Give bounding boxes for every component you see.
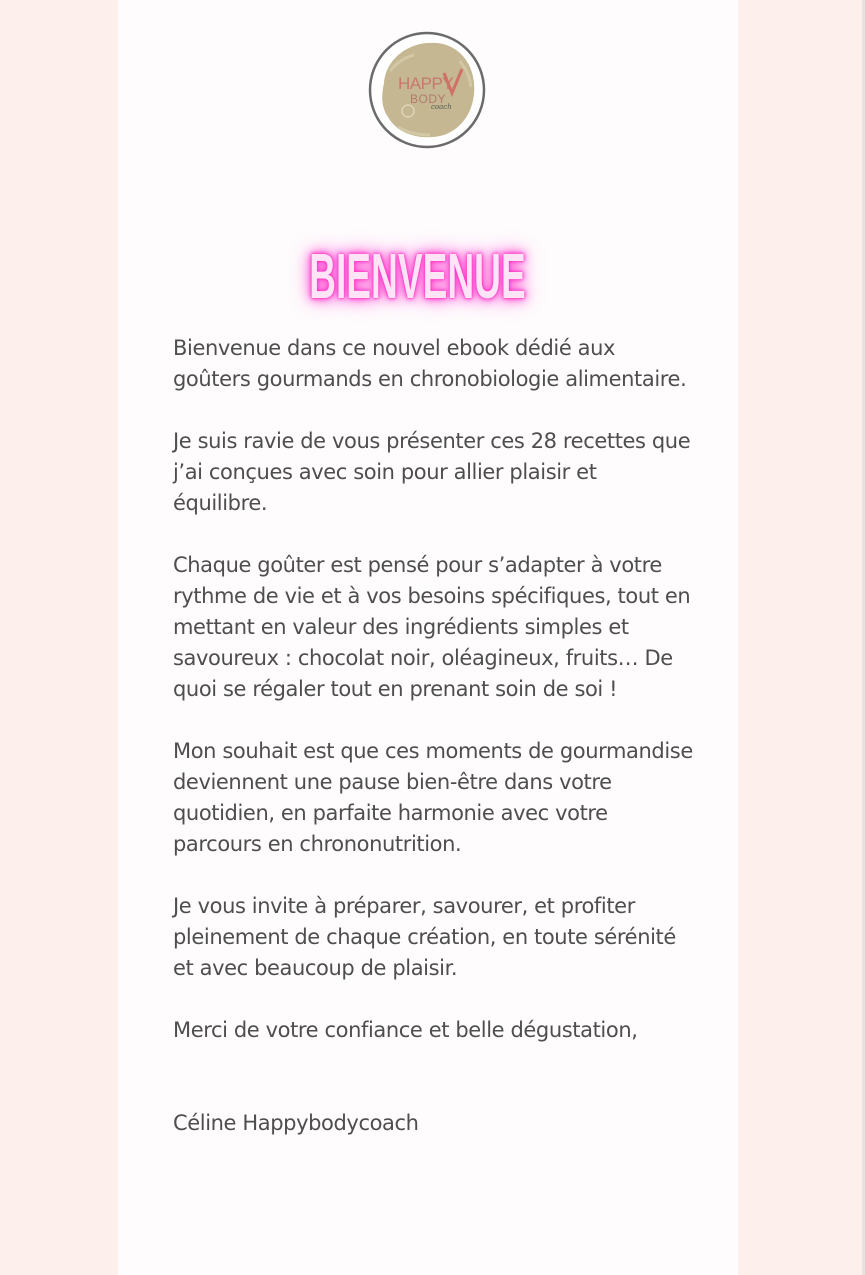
- logo-text-coach: coach: [431, 103, 452, 111]
- paragraph: Je vous invite à préparer, savourer, et profiter pleinement de chaque création, en toute sérénité et avec beaucoup de plaisir.: [173, 894, 676, 980]
- closing-line: Merci de votre confiance et belle dégustation,: [173, 1018, 638, 1042]
- page-title: BIENVENUE: [309, 240, 526, 312]
- logo-text-body: BODY: [410, 92, 447, 106]
- welcome-text: [173, 333, 693, 1170]
- paragraph: Chaque goûter est pensé pour s’adapter à votre rythme de vie et à vos besoins spécifiques, tout en mettant en valeur des ingrédients simples et savoureux : chocolat noir, oléagineux, fruits… De quoi se régaler tout en prenant soin de soi !: [173, 553, 691, 701]
- logo-text-happy: HAPPY: [398, 74, 454, 93]
- happybodycoach-logo: [368, 31, 486, 149]
- paragraph: Mon souhait est que ces moments de gourmandise deviennent une pause bien-être dans votre quotidien, en parfaite harmonie avec votre parcours en chrononutrition.: [173, 739, 693, 856]
- paragraph: Bienvenue dans ce nouvel ebook dédié aux goûters gourmands en chronobiologie alimentaire.: [173, 336, 687, 391]
- signature: Céline Happybodycoach: [173, 1111, 419, 1135]
- paragraph: Je suis ravie de vous présenter ces 28 recettes que j’ai conçues avec soin pour allier plaisir et équilibre.: [173, 429, 691, 515]
